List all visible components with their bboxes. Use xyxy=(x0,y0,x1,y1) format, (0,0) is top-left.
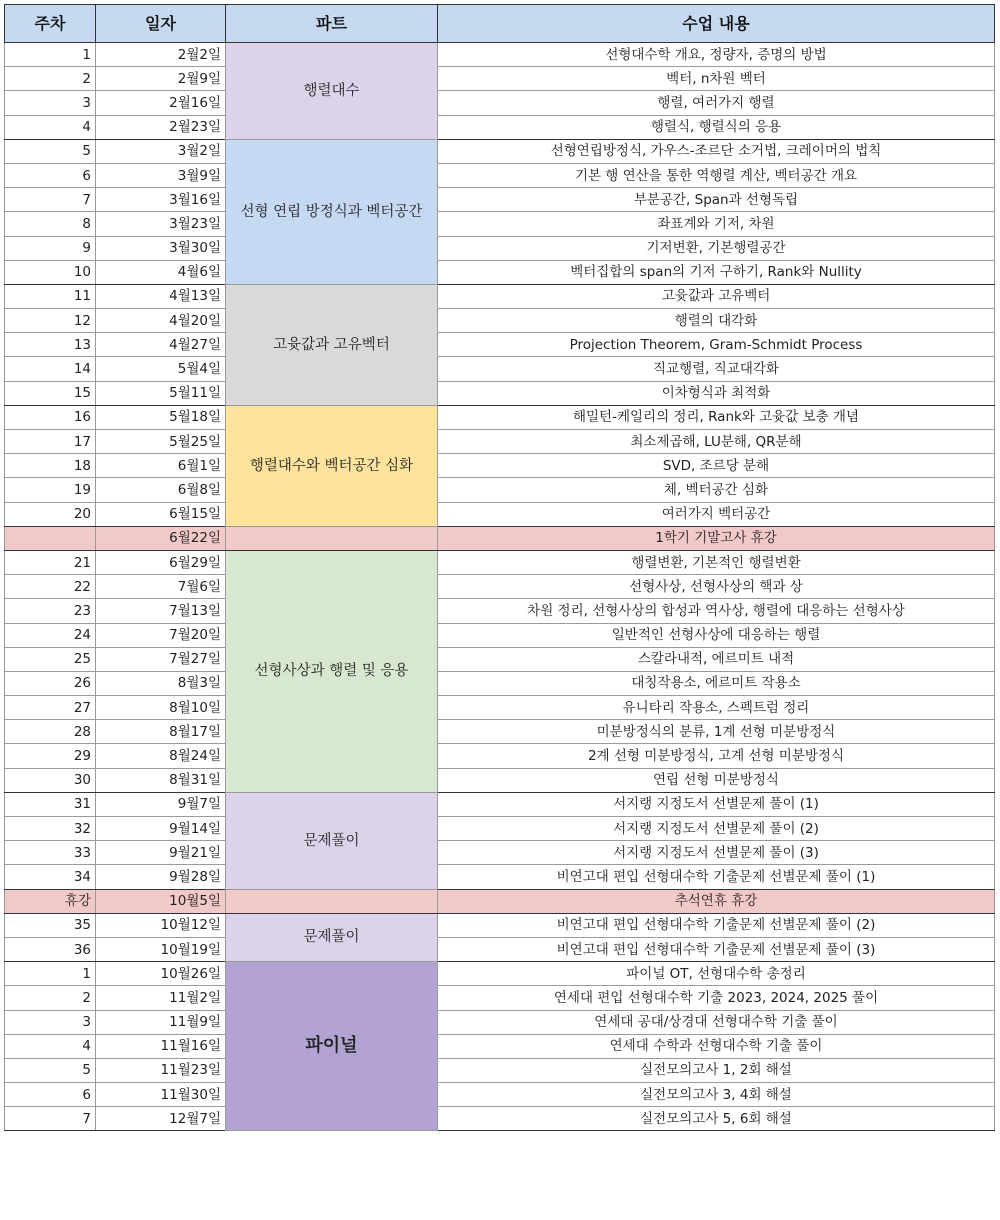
part-cell: 행렬대수 xyxy=(226,43,438,140)
date-cell: 8월10일 xyxy=(96,696,226,720)
week-cell: 28 xyxy=(5,720,96,744)
content-cell: 행렬변환, 기본적인 행렬변환 xyxy=(438,550,995,574)
week-cell: 2 xyxy=(5,986,96,1010)
date-cell: 6월1일 xyxy=(96,454,226,478)
week-cell: 3 xyxy=(5,1010,96,1034)
content-cell: 행렬식, 행렬식의 응용 xyxy=(438,115,995,139)
week-cell: 7 xyxy=(5,1107,96,1131)
table-row xyxy=(5,1107,995,1131)
week-cell: 4 xyxy=(5,1034,96,1058)
part-cell xyxy=(226,889,438,913)
schedule-body xyxy=(5,43,995,1131)
table-row xyxy=(5,937,995,961)
week-cell: 33 xyxy=(5,841,96,865)
week-cell: 19 xyxy=(5,478,96,502)
date-cell: 6월22일 xyxy=(96,526,226,550)
date-cell: 5월11일 xyxy=(96,381,226,405)
week-cell: 휴강 xyxy=(5,889,96,913)
table-row xyxy=(5,696,995,720)
content-cell: 해밀턴-케일리의 정리, Rank와 고윳값 보충 개념 xyxy=(438,405,995,429)
content-cell: 차원 정리, 선형사상의 합성과 역사상, 행렬에 대응하는 선형사상 xyxy=(438,599,995,623)
table-row xyxy=(5,502,995,526)
content-cell: 서지랭 지정도서 선별문제 풀이 (2) xyxy=(438,817,995,841)
week-cell: 1 xyxy=(5,43,96,67)
content-cell: 부분공간, Span과 선형독립 xyxy=(438,188,995,212)
content-cell: 서지랭 지정도서 선별문제 풀이 (1) xyxy=(438,792,995,816)
date-cell: 7월27일 xyxy=(96,647,226,671)
date-cell: 9월21일 xyxy=(96,841,226,865)
week-cell: 24 xyxy=(5,623,96,647)
content-cell: 스칼라내적, 에르미트 내적 xyxy=(438,647,995,671)
holiday-row xyxy=(5,526,995,550)
table-row xyxy=(5,236,995,260)
table-row xyxy=(5,163,995,187)
header-row xyxy=(5,5,995,43)
table-row xyxy=(5,1034,995,1058)
part-cell: 파이널 xyxy=(226,962,438,1131)
table-row xyxy=(5,43,995,67)
table-row xyxy=(5,91,995,115)
part-cell: 선형 연립 방정식과 벡터공간 xyxy=(226,139,438,284)
table-row xyxy=(5,575,995,599)
content-cell: 행렬, 여러가지 행렬 xyxy=(438,91,995,115)
date-cell: 10월5일 xyxy=(96,889,226,913)
header-week: 주차 xyxy=(5,5,96,43)
content-cell: 최소제곱해, LU분해, QR분해 xyxy=(438,430,995,454)
content-cell: 추석연휴 휴강 xyxy=(438,889,995,913)
table-row xyxy=(5,744,995,768)
content-cell: 유니타리 작용소, 스펙트럼 정리 xyxy=(438,696,995,720)
table-row xyxy=(5,623,995,647)
content-cell: 선형대수학 개요, 정량자, 증명의 방법 xyxy=(438,43,995,67)
week-cell: 7 xyxy=(5,188,96,212)
week-cell: 18 xyxy=(5,454,96,478)
content-cell: 벡터집합의 span의 기저 구하기, Rank와 Nullity xyxy=(438,260,995,284)
content-cell: 이차형식과 최적화 xyxy=(438,381,995,405)
week-cell: 15 xyxy=(5,381,96,405)
content-cell: 체, 벡터공간 심화 xyxy=(438,478,995,502)
date-cell: 4월6일 xyxy=(96,260,226,284)
part-cell: 문제풀이 xyxy=(226,913,438,961)
part-cell: 선형사상과 행렬 및 응용 xyxy=(226,550,438,792)
table-row xyxy=(5,260,995,284)
date-cell: 8월24일 xyxy=(96,744,226,768)
week-cell: 5 xyxy=(5,1058,96,1082)
content-cell: 고윳값과 고유벡터 xyxy=(438,284,995,308)
date-cell: 12월7일 xyxy=(96,1107,226,1131)
content-cell: 실전모의고사 5, 6회 해설 xyxy=(438,1107,995,1131)
content-cell: 비연고대 편입 선형대수학 기출문제 선별문제 풀이 (1) xyxy=(438,865,995,889)
week-cell: 9 xyxy=(5,236,96,260)
part-cell: 행렬대수와 벡터공간 심화 xyxy=(226,405,438,526)
table-row xyxy=(5,768,995,792)
course-schedule-table xyxy=(4,4,995,1131)
week-cell: 27 xyxy=(5,696,96,720)
date-cell: 3월2일 xyxy=(96,139,226,163)
content-cell: 2계 선형 미분방정식, 고계 선형 미분방정식 xyxy=(438,744,995,768)
table-row xyxy=(5,1058,995,1082)
content-cell: 파이널 OT, 선형대수학 총정리 xyxy=(438,962,995,986)
table-row xyxy=(5,1083,995,1107)
week-cell: 2 xyxy=(5,67,96,91)
date-cell: 3월23일 xyxy=(96,212,226,236)
table-row xyxy=(5,720,995,744)
week-cell: 34 xyxy=(5,865,96,889)
date-cell: 2월16일 xyxy=(96,91,226,115)
date-cell: 8월3일 xyxy=(96,671,226,695)
content-cell: 여러가지 벡터공간 xyxy=(438,502,995,526)
header-content: 수업 내용 xyxy=(438,5,995,43)
table-row xyxy=(5,115,995,139)
part-cell xyxy=(226,526,438,550)
content-cell: 선형연립방정식, 가우스-조르단 소거법, 크레이머의 법칙 xyxy=(438,139,995,163)
week-cell: 25 xyxy=(5,647,96,671)
date-cell: 10월19일 xyxy=(96,937,226,961)
content-cell: 연세대 편입 선형대수학 기출 2023, 2024, 2025 풀이 xyxy=(438,986,995,1010)
table-row xyxy=(5,841,995,865)
holiday-row xyxy=(5,889,995,913)
content-cell: 기저변환, 기본행렬공간 xyxy=(438,236,995,260)
date-cell: 4월27일 xyxy=(96,333,226,357)
content-cell: 미분방정식의 분류, 1계 선형 미분방정식 xyxy=(438,720,995,744)
date-cell: 7월20일 xyxy=(96,623,226,647)
date-cell: 6월29일 xyxy=(96,550,226,574)
content-cell: Projection Theorem, Gram-Schmidt Process xyxy=(438,333,995,357)
part-cell: 고윳값과 고유벡터 xyxy=(226,284,438,405)
content-cell: 행렬의 대각화 xyxy=(438,309,995,333)
week-cell: 10 xyxy=(5,260,96,284)
date-cell: 11월9일 xyxy=(96,1010,226,1034)
table-row xyxy=(5,792,995,816)
date-cell: 2월23일 xyxy=(96,115,226,139)
table-row xyxy=(5,333,995,357)
table-row xyxy=(5,67,995,91)
table-row xyxy=(5,381,995,405)
content-cell: 비연고대 편입 선형대수학 기출문제 선별문제 풀이 (2) xyxy=(438,913,995,937)
table-row xyxy=(5,139,995,163)
date-cell: 3월9일 xyxy=(96,163,226,187)
content-cell: 직교행렬, 직교대각화 xyxy=(438,357,995,381)
date-cell: 2월2일 xyxy=(96,43,226,67)
header-part: 파트 xyxy=(226,5,438,43)
week-cell: 3 xyxy=(5,91,96,115)
table-row xyxy=(5,913,995,937)
header-date: 일자 xyxy=(96,5,226,43)
table-row xyxy=(5,309,995,333)
date-cell: 7월13일 xyxy=(96,599,226,623)
table-row xyxy=(5,212,995,236)
week-cell: 16 xyxy=(5,405,96,429)
week-cell: 12 xyxy=(5,309,96,333)
content-cell: 기본 행 연산을 통한 역행렬 계산, 벡터공간 개요 xyxy=(438,163,995,187)
date-cell: 6월8일 xyxy=(96,478,226,502)
date-cell: 7월6일 xyxy=(96,575,226,599)
date-cell: 11월23일 xyxy=(96,1058,226,1082)
week-cell: 5 xyxy=(5,139,96,163)
week-cell: 32 xyxy=(5,817,96,841)
date-cell: 3월16일 xyxy=(96,188,226,212)
table-row xyxy=(5,986,995,1010)
table-row xyxy=(5,1010,995,1034)
content-cell: 연세대 공대/상경대 선형대수학 기출 풀이 xyxy=(438,1010,995,1034)
table-row xyxy=(5,405,995,429)
week-cell: 13 xyxy=(5,333,96,357)
date-cell: 5월4일 xyxy=(96,357,226,381)
date-cell: 6월15일 xyxy=(96,502,226,526)
week-cell: 35 xyxy=(5,913,96,937)
date-cell: 9월14일 xyxy=(96,817,226,841)
week-cell: 11 xyxy=(5,284,96,308)
date-cell: 5월25일 xyxy=(96,430,226,454)
week-cell: 29 xyxy=(5,744,96,768)
week-cell: 30 xyxy=(5,768,96,792)
date-cell: 9월28일 xyxy=(96,865,226,889)
table-row xyxy=(5,478,995,502)
date-cell: 5월18일 xyxy=(96,405,226,429)
date-cell: 11월16일 xyxy=(96,1034,226,1058)
date-cell: 2월9일 xyxy=(96,67,226,91)
content-cell: 연세대 수학과 선형대수학 기출 풀이 xyxy=(438,1034,995,1058)
date-cell: 8월17일 xyxy=(96,720,226,744)
week-cell: 21 xyxy=(5,550,96,574)
date-cell: 10월26일 xyxy=(96,962,226,986)
table-row xyxy=(5,647,995,671)
content-cell: 연립 선형 미분방정식 xyxy=(438,768,995,792)
week-cell xyxy=(5,526,96,550)
table-row xyxy=(5,188,995,212)
content-cell: 대칭작용소, 에르미트 작용소 xyxy=(438,671,995,695)
week-cell: 6 xyxy=(5,163,96,187)
date-cell: 4월20일 xyxy=(96,309,226,333)
date-cell: 4월13일 xyxy=(96,284,226,308)
date-cell: 8월31일 xyxy=(96,768,226,792)
table-row xyxy=(5,671,995,695)
table-row xyxy=(5,357,995,381)
week-cell: 36 xyxy=(5,937,96,961)
content-cell: 1학기 기말고사 휴강 xyxy=(438,526,995,550)
week-cell: 4 xyxy=(5,115,96,139)
week-cell: 31 xyxy=(5,792,96,816)
week-cell: 8 xyxy=(5,212,96,236)
date-cell: 11월30일 xyxy=(96,1083,226,1107)
week-cell: 6 xyxy=(5,1083,96,1107)
content-cell: 좌표계와 기저, 차원 xyxy=(438,212,995,236)
table-row xyxy=(5,817,995,841)
table-row xyxy=(5,962,995,986)
week-cell: 17 xyxy=(5,430,96,454)
date-cell: 3월30일 xyxy=(96,236,226,260)
table-row xyxy=(5,550,995,574)
week-cell: 20 xyxy=(5,502,96,526)
content-cell: 실전모의고사 3, 4회 해설 xyxy=(438,1083,995,1107)
content-cell: 서지랭 지정도서 선별문제 풀이 (3) xyxy=(438,841,995,865)
date-cell: 10월12일 xyxy=(96,913,226,937)
table-row xyxy=(5,599,995,623)
table-row xyxy=(5,454,995,478)
week-cell: 26 xyxy=(5,671,96,695)
content-cell: 비연고대 편입 선형대수학 기출문제 선별문제 풀이 (3) xyxy=(438,937,995,961)
table-row xyxy=(5,284,995,308)
date-cell: 11월2일 xyxy=(96,986,226,1010)
week-cell: 14 xyxy=(5,357,96,381)
content-cell: 선형사상, 선형사상의 핵과 상 xyxy=(438,575,995,599)
week-cell: 22 xyxy=(5,575,96,599)
date-cell: 9월7일 xyxy=(96,792,226,816)
week-cell: 23 xyxy=(5,599,96,623)
part-cell: 문제풀이 xyxy=(226,792,438,889)
week-cell: 1 xyxy=(5,962,96,986)
content-cell: SVD, 조르당 분해 xyxy=(438,454,995,478)
table-row xyxy=(5,865,995,889)
content-cell: 실전모의고사 1, 2회 해설 xyxy=(438,1058,995,1082)
content-cell: 일반적인 선형사상에 대응하는 행렬 xyxy=(438,623,995,647)
table-row xyxy=(5,430,995,454)
content-cell: 벡터, n차원 벡터 xyxy=(438,67,995,91)
